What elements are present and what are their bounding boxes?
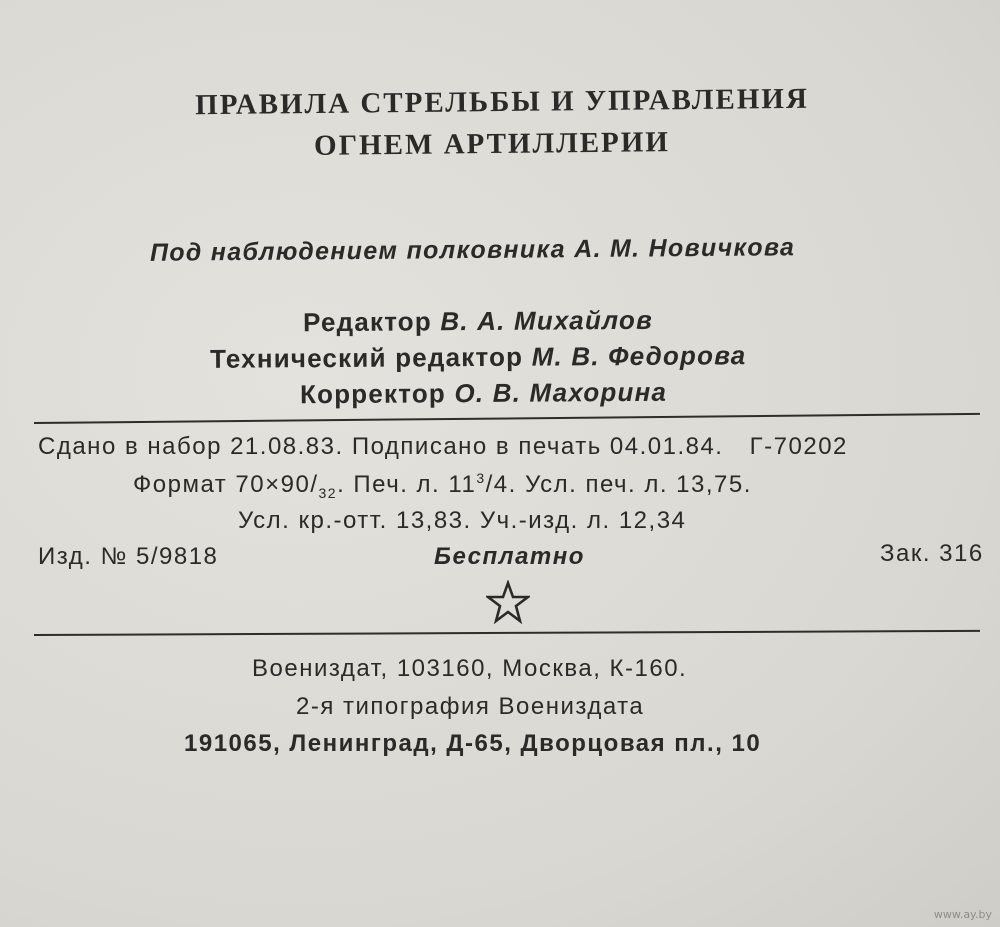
credit-role: Корректор: [299, 378, 447, 410]
imprint-line-2: [133, 470, 752, 501]
credit-name: В. А. Михайлов: [440, 304, 654, 337]
publisher-line-2: 2-я типография Воениздата: [296, 693, 645, 720]
credit-name: М. В. Федорова: [531, 340, 747, 372]
credit-editor: [303, 305, 653, 338]
order-number: Зак. 316: [880, 540, 984, 567]
imprint-code: Г-70202: [749, 433, 848, 460]
supervision-line: Под наблюдением полковника А. М. Новичкова: [149, 233, 796, 267]
star-icon: [486, 580, 530, 624]
credit-tech-editor: [210, 340, 747, 375]
format-rest: /4. Усл. печ. л. 13,75.: [485, 471, 752, 498]
imprint-line-3: Усл. кр.-отт. 13,83. Уч.-изд. л. 12,34: [238, 507, 687, 534]
credit-role: Редактор: [302, 306, 432, 338]
imprint-dates: Сдано в набор 21.08.83. Подписано в печать 04.01.84.: [38, 433, 724, 460]
watermark: www.ay.by: [933, 908, 992, 921]
credit-name: О. В. Махорина: [454, 376, 668, 409]
imprint-line-1: [38, 433, 848, 461]
format-prefix: Формат 70×90/: [133, 471, 319, 498]
format-pech: . Печ. л. 11: [337, 471, 477, 498]
top-divider: [34, 413, 980, 424]
format-sub: 32: [318, 484, 338, 501]
izd-number: Изд. № 5/9818: [38, 543, 219, 570]
price-label: Бесплатно: [434, 543, 585, 570]
credit-role: Технический редактор: [209, 341, 524, 374]
credit-corrector: [300, 377, 667, 411]
book-title-line-2: ОГНЕМ АРТИЛЛЕРИИ: [313, 126, 671, 162]
publisher-line-3: 191065, Ленинград, Д-65, Дворцовая пл., 10: [184, 730, 762, 757]
format-sup: 3: [476, 470, 486, 486]
bottom-divider: [34, 630, 980, 636]
publisher-line-1: Воениздат, 103160, Москва, К-160.: [252, 655, 688, 682]
book-title-line-1: ПРАВИЛА СТРЕЛЬБЫ И УПРАВЛЕНИЯ: [195, 82, 809, 122]
